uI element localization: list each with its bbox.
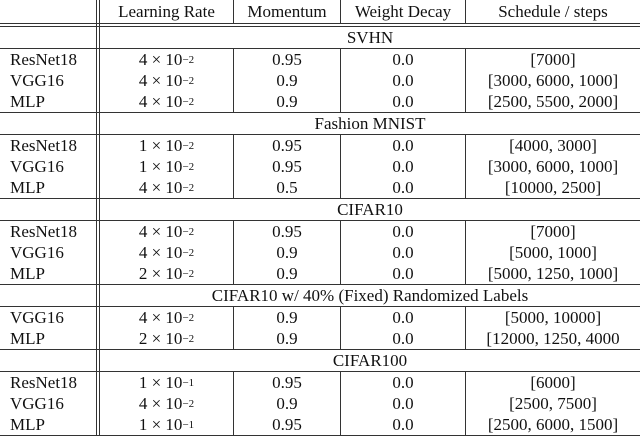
section-row (0, 27, 640, 48)
momentum: 0.95 (234, 221, 341, 242)
momentum: 0.9 (234, 328, 341, 349)
learning-rate-base: 2 × 10 (138, 263, 183, 283)
section-title: Fashion MNIST (314, 113, 426, 133)
table-row (0, 372, 640, 393)
schedule: [5000, 1250, 1000] (487, 263, 619, 283)
weight-decay: 0.0 (341, 221, 466, 242)
learning-rate-exponent: −2 (182, 139, 195, 152)
learning-rate-base: 4 × 10 (138, 70, 183, 90)
schedule: [2500, 5500, 2000] (487, 91, 619, 111)
model-name: ResNet18 (10, 135, 78, 155)
weight-decay: 0.0 (341, 307, 466, 328)
header-row (0, 0, 640, 23)
learning-rate (100, 372, 234, 393)
schedule: [3000, 6000, 1000] (487, 156, 619, 176)
weight-decay: 0.0 (341, 70, 466, 91)
momentum: 0.9 (234, 242, 341, 263)
learning-rate-exponent: −2 (182, 246, 195, 259)
learning-rate (100, 49, 234, 70)
table-row (0, 177, 640, 198)
table-row (0, 135, 640, 156)
model-name: VGG16 (10, 393, 64, 413)
learning-rate (100, 393, 234, 414)
momentum: 0.95 (234, 49, 341, 70)
schedule: [12000, 1250, 4000 (486, 328, 620, 348)
table-row (0, 328, 640, 349)
weight-decay: 0.0 (341, 372, 466, 393)
header-weight-decay: Weight Decay (341, 0, 466, 23)
table-row (0, 49, 640, 70)
header-momentum: Momentum (234, 0, 341, 23)
learning-rate-base: 4 × 10 (138, 393, 183, 413)
learning-rate-base: 2 × 10 (138, 328, 183, 348)
weight-decay: 0.0 (341, 393, 466, 414)
learning-rate-exponent: −2 (182, 267, 195, 280)
weight-decay: 0.0 (341, 91, 466, 112)
learning-rate (100, 242, 234, 263)
table-row (0, 242, 640, 263)
learning-rate-base: 1 × 10 (138, 135, 183, 155)
learning-rate-exponent: −1 (182, 418, 195, 431)
model-name: MLP (10, 414, 45, 434)
weight-decay: 0.0 (341, 242, 466, 263)
table-row (0, 393, 640, 414)
weight-decay: 0.0 (341, 135, 466, 156)
weight-decay: 0.0 (341, 156, 466, 177)
model-name: ResNet18 (10, 221, 78, 241)
learning-rate-base: 1 × 10 (138, 414, 183, 434)
schedule: [2500, 6000, 1500] (487, 414, 619, 434)
learning-rate (100, 135, 234, 156)
section-row (0, 285, 640, 306)
learning-rate (100, 91, 234, 112)
learning-rate (100, 307, 234, 328)
momentum: 0.95 (234, 372, 341, 393)
momentum: 0.9 (234, 307, 341, 328)
model-name: MLP (10, 177, 45, 197)
learning-rate-exponent: −2 (182, 332, 195, 345)
learning-rate (100, 414, 234, 435)
table-row (0, 307, 640, 328)
section-row (0, 199, 640, 220)
section-title: SVHN (346, 27, 394, 47)
section-row (0, 113, 640, 134)
learning-rate-base: 1 × 10 (138, 372, 183, 392)
weight-decay: 0.0 (341, 49, 466, 70)
momentum: 0.9 (234, 393, 341, 414)
model-name: MLP (10, 263, 45, 283)
model-name: VGG16 (10, 70, 64, 90)
header-model (0, 0, 96, 23)
momentum: 0.95 (234, 135, 341, 156)
model-name: ResNet18 (10, 49, 78, 69)
weight-decay: 0.0 (341, 328, 466, 349)
learning-rate (100, 177, 234, 198)
section-row (0, 350, 640, 371)
learning-rate-exponent: −1 (182, 376, 195, 389)
table-row (0, 221, 640, 242)
weight-decay: 0.0 (341, 177, 466, 198)
learning-rate-exponent: −2 (182, 53, 195, 66)
table-row (0, 414, 640, 435)
schedule: [7000] (530, 49, 576, 69)
learning-rate-base: 4 × 10 (138, 307, 183, 327)
learning-rate-base: 4 × 10 (138, 49, 183, 69)
weight-decay: 0.0 (341, 414, 466, 435)
learning-rate (100, 70, 234, 91)
momentum: 0.9 (234, 91, 341, 112)
schedule: [5000, 10000] (504, 307, 602, 327)
learning-rate-base: 1 × 10 (138, 156, 183, 176)
schedule: [6000] (530, 372, 576, 392)
table-row (0, 70, 640, 91)
schedule: [3000, 6000, 1000] (487, 70, 619, 90)
header-rule (0, 23, 640, 24)
learning-rate-base: 4 × 10 (138, 91, 183, 111)
header-schedule: Schedule / steps (498, 1, 608, 21)
schedule: [7000] (530, 221, 576, 241)
momentum: 0.9 (234, 263, 341, 284)
weight-decay: 0.0 (341, 263, 466, 284)
table-row (0, 156, 640, 177)
learning-rate-base: 4 × 10 (138, 221, 183, 241)
learning-rate (100, 263, 234, 284)
learning-rate (100, 156, 234, 177)
section-title: CIFAR10 (337, 199, 403, 219)
section-title: CIFAR10 w/ 40% (Fixed) Randomized Labels (211, 285, 529, 305)
model-name: MLP (10, 91, 45, 111)
learning-rate-base: 4 × 10 (138, 242, 183, 262)
learning-rate-exponent: −2 (182, 397, 195, 410)
header-learning-rate: Learning Rate (100, 0, 234, 23)
momentum: 0.9 (234, 70, 341, 91)
learning-rate-exponent: −2 (182, 95, 195, 108)
momentum: 0.95 (234, 414, 341, 435)
section-title: CIFAR100 (332, 350, 408, 370)
learning-rate-exponent: −2 (182, 74, 195, 87)
model-name: ResNet18 (10, 372, 78, 392)
model-name: VGG16 (10, 156, 64, 176)
learning-rate-exponent: −2 (182, 225, 195, 238)
schedule: [5000, 1000] (509, 242, 597, 262)
table-row (0, 263, 640, 284)
momentum: 0.95 (234, 156, 341, 177)
learning-rate-exponent: −2 (182, 181, 195, 194)
momentum: 0.5 (234, 177, 341, 198)
learning-rate-exponent: −2 (182, 160, 195, 173)
table-row (0, 91, 640, 112)
schedule: [10000, 2500] (504, 177, 602, 197)
learning-rate-base: 4 × 10 (138, 177, 183, 197)
model-name: MLP (10, 328, 45, 348)
learning-rate (100, 221, 234, 242)
schedule: [2500, 7500] (509, 393, 597, 413)
learning-rate-exponent: −2 (182, 311, 195, 324)
learning-rate (100, 328, 234, 349)
schedule: [4000, 3000] (509, 135, 597, 155)
model-name: VGG16 (10, 242, 64, 262)
model-name: VGG16 (10, 307, 64, 327)
